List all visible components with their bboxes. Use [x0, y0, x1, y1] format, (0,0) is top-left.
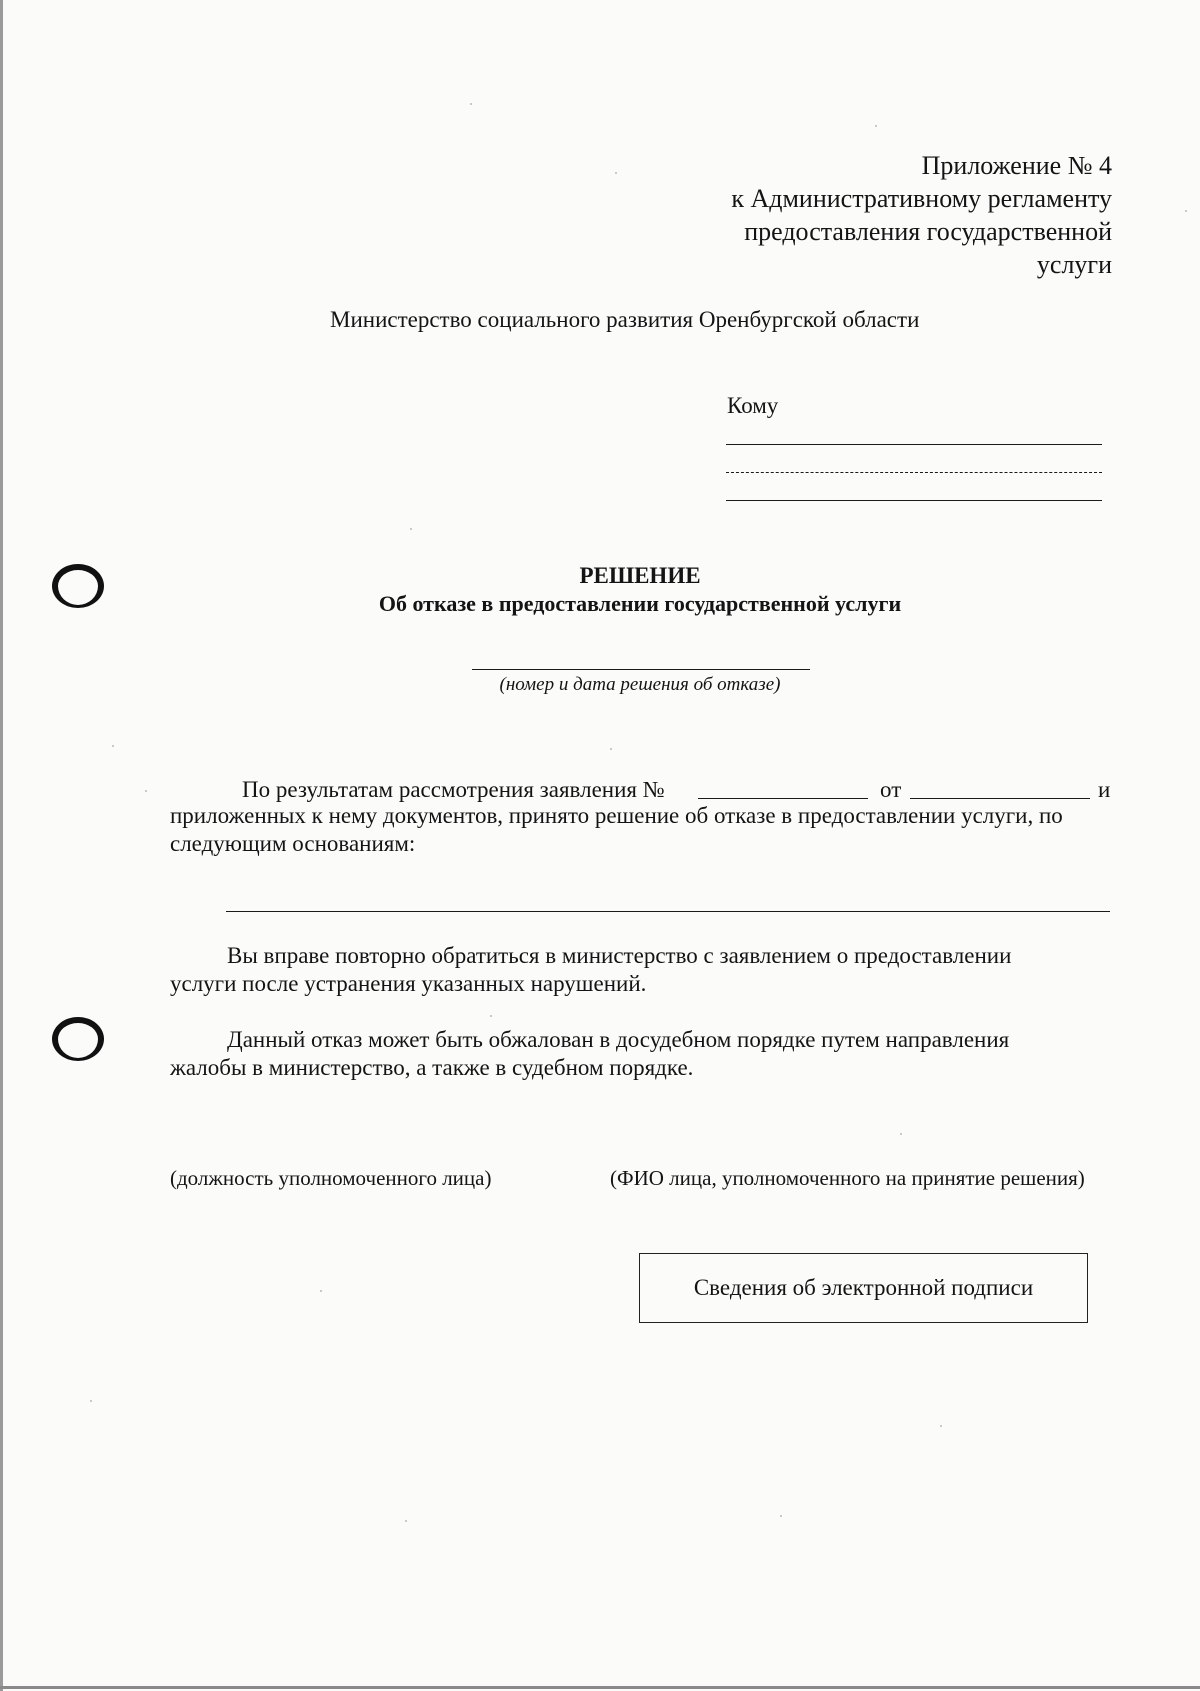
attachment-regulation: к Административному регламенту	[731, 184, 1112, 213]
scan-speck	[405, 1520, 407, 1522]
application-number-line	[698, 798, 868, 799]
paragraph1-line2: приложенных к нему документов, принято решение об отказе в предоставлении услуги, по	[170, 803, 1063, 828]
paragraph3-line2: жалобы в министерство, а также в судебном порядке.	[170, 1055, 694, 1080]
application-date-line	[910, 798, 1090, 799]
scan-speck	[470, 103, 472, 105]
scan-speck	[145, 790, 147, 792]
paragraph2-line2: услуги после устранения указанных нарушений.	[170, 971, 647, 996]
decision-subtitle: Об отказе в предоставлении государственной услуги	[378, 591, 902, 616]
scan-speck	[320, 1290, 322, 1292]
decision-title: РЕШЕНИЕ	[579, 563, 701, 588]
scan-speck	[610, 748, 612, 750]
electronic-signature-box	[639, 1253, 1088, 1323]
decision-number-caption: (номер и дата решения об отказе)	[499, 674, 781, 695]
ministry-name: Министерство социального развития Оренбургской области	[330, 307, 920, 332]
scan-speck	[112, 745, 114, 747]
decision-number-line	[472, 669, 810, 670]
scan-speck	[1185, 210, 1187, 212]
attachment-service: услуги	[1036, 250, 1112, 279]
scan-bottom-edge	[0, 1686, 1200, 1689]
recipient-line	[726, 500, 1102, 501]
conjunction-and: и	[1098, 777, 1111, 802]
recipient-line	[726, 444, 1102, 445]
application-from-label: от	[880, 777, 902, 802]
scan-speck	[615, 172, 617, 174]
scan-speck	[90, 1400, 92, 1402]
paragraph1-line3: следующим основаниям:	[170, 831, 416, 856]
recipient-line	[726, 472, 1102, 473]
attachment-number: Приложение № 4	[921, 151, 1112, 180]
attachment-provision: предоставления государственной	[744, 217, 1112, 246]
application-reference-text: По результатам рассмотрения заявления №	[242, 777, 665, 802]
paragraph2-line1: Вы вправе повторно обратиться в министерство с заявлением о предоставлении	[227, 943, 1012, 968]
scan-speck	[490, 1015, 492, 1017]
scan-speck	[410, 528, 412, 530]
paragraph3-line1: Данный отказ может быть обжалован в досудебном порядке путем направления	[227, 1027, 1010, 1052]
punch-hole	[52, 1017, 104, 1061]
official-position-label: (должность уполномоченного лица)	[170, 1166, 492, 1190]
official-name-label: (ФИО лица, уполномоченного на принятие решения)	[610, 1166, 1085, 1190]
scan-speck	[900, 1133, 902, 1135]
scan-speck	[940, 1425, 942, 1427]
electronic-signature-label: Сведения об электронной подписи	[693, 1275, 1034, 1300]
grounds-line	[226, 911, 1110, 912]
scan-speck	[780, 1515, 782, 1517]
recipient-label: Кому	[727, 393, 779, 418]
scan-speck	[875, 125, 877, 127]
scan-left-edge	[0, 0, 3, 1691]
